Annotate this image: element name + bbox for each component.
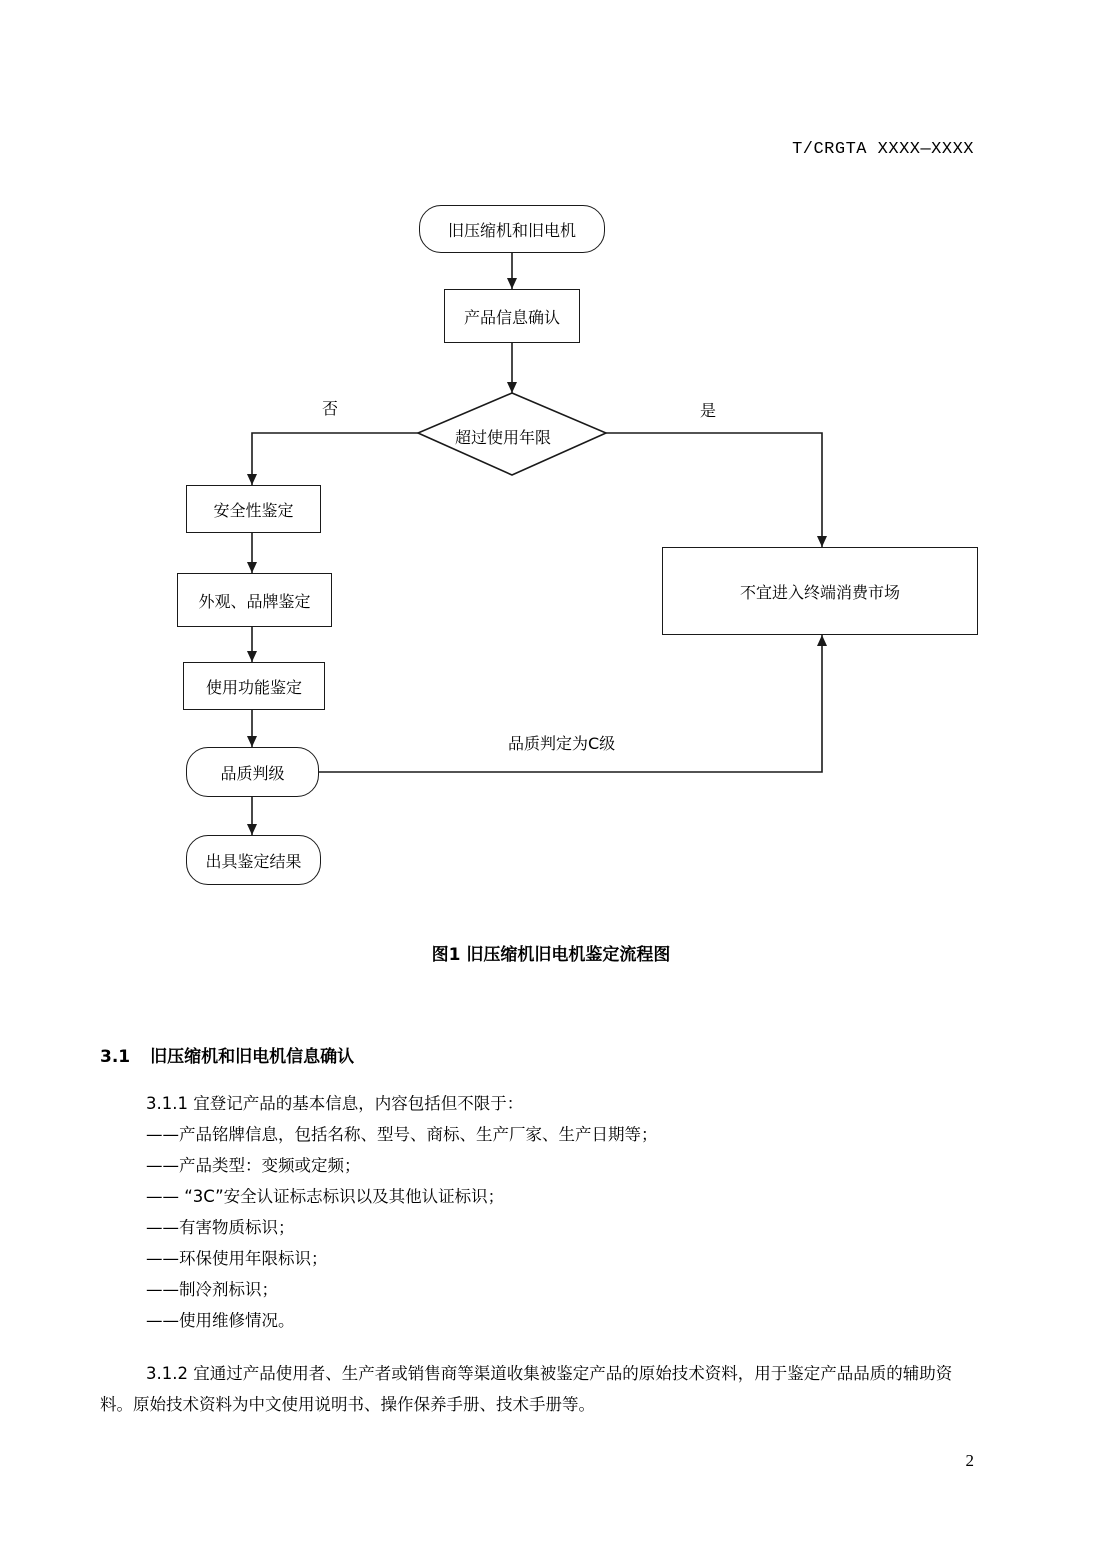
flow-node-safety — [186, 485, 321, 533]
flow-node-info-confirm — [444, 289, 580, 343]
standard-code-header: T/CRGTA XXXX—XXXX — [792, 140, 974, 159]
flow-node-reject — [662, 547, 978, 635]
flow-node-appearance — [177, 573, 332, 627]
flow-node-decision-label: 超过使用年限 — [455, 428, 552, 447]
section-heading — [100, 1042, 354, 1067]
flow-node-function — [183, 662, 325, 710]
flow-node-info-confirm-label: 产品信息确认 — [463, 307, 560, 327]
figure-caption: 图1 旧压缩机旧电机鉴定流程图 — [431, 945, 671, 965]
clause-3-1-2: 3.1.2 宜通过产品使用者、生产者或销售商等渠道收集被鉴定产品的原始技术资料，用于鉴定产品品质的辅助资料。原始技术资料为中文使用说明书、操作保养手册、技术手册等。 — [100, 1364, 953, 1414]
clause-3-1-1: 3.1.1 宜登记产品的基本信息，内容包括但不限于： — [146, 1094, 524, 1113]
flowchart — [0, 185, 1102, 905]
flow-node-result-label: 出具鉴定结果 — [205, 851, 302, 871]
flow-node-function-label: 使用功能鉴定 — [205, 677, 302, 697]
list-item: ——环保使用年限标识； — [146, 1249, 328, 1268]
page-number: 2 — [965, 1451, 974, 1470]
list-item: ——制冷剂标识； — [146, 1280, 278, 1299]
flow-node-grade — [186, 747, 319, 797]
edge-label-grade-c: 品质判定为C级 — [508, 734, 616, 753]
edge-label-yes: 是 — [700, 401, 717, 420]
flow-node-reject-label: 不宜进入终端消费市场 — [739, 582, 900, 602]
flow-node-grade-label: 品质判级 — [220, 763, 285, 783]
body-text — [100, 1088, 980, 1420]
list-item: ——有害物质标识； — [146, 1218, 295, 1237]
list-item: ——产品铭牌信息，包括名称、型号、商标、生产厂家、生产日期等； — [146, 1125, 658, 1144]
edge-label-no: 否 — [322, 399, 339, 418]
flow-node-start-label: 旧压缩机和旧电机 — [447, 220, 576, 240]
list-item: ——产品类型：变频或定频； — [146, 1156, 361, 1175]
list-item: —— “3C”安全认证标志标识以及其他认证标识； — [146, 1187, 505, 1206]
flow-node-appearance-label: 外观、品牌鉴定 — [198, 591, 311, 611]
section-title-text: 旧压缩机和旧电机信息确认 — [150, 1047, 355, 1067]
list-item: ——使用维修情况。 — [146, 1311, 295, 1330]
flow-node-safety-label: 安全性鉴定 — [213, 500, 294, 520]
section-number: 3.1 — [100, 1047, 131, 1067]
flow-node-start — [419, 205, 605, 253]
flow-node-result — [186, 835, 321, 885]
